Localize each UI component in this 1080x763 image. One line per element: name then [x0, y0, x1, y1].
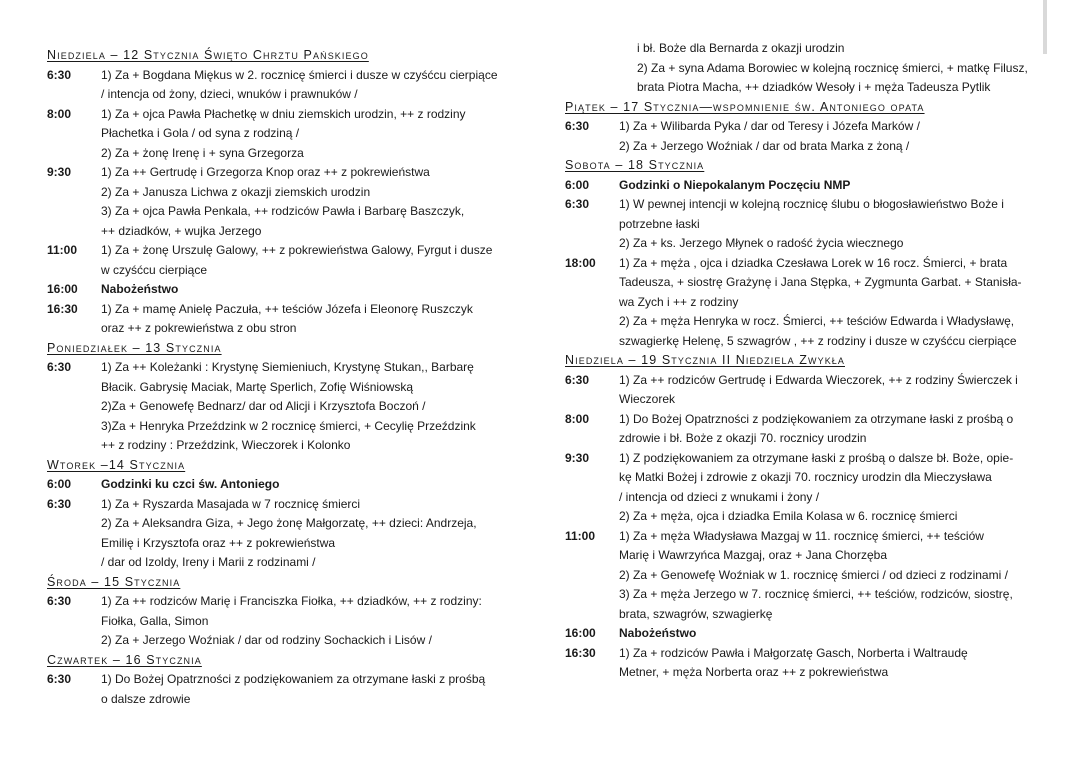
intention-line: Fiołka, Galla, Simon: [101, 613, 209, 628]
day-section: [565, 351, 1043, 683]
slot-intentions: [101, 241, 519, 280]
intention-line: 2) Za + Jerzego Woźniak / dar od rodziny Sochackich i Lisów /: [101, 633, 432, 647]
day-header: Poniedziałek – 13 Stycznia: [47, 340, 222, 355]
day-header: Niedziela – 12 Stycznia Święto Chrztu Pańskiego: [47, 48, 369, 62]
slot-time: 6:30: [565, 197, 590, 211]
intention-line: 3)Za + Henryka Przeździnk w 2 rocznicę śmierci, + Cecylię Przeździnk: [101, 418, 476, 433]
intention-line: 3) Za + męża Jerzego w 7. rocznicę śmierci, ++ teściów, rodziców, siostrę,: [619, 587, 1013, 601]
slot-intentions: [619, 644, 1043, 683]
intention-line: 2)Za + Genowefę Bednarz/ dar od Alicji i Krzysztofa Boczoń /: [101, 399, 426, 413]
intention-line: / dar od Izoldy, Ireny i Marii z rodzinami /: [101, 555, 316, 569]
intention-line: 1) Do Bożej Opatrzności z podziękowaniem za otrzymane łaski z prośbą o: [619, 411, 1014, 426]
slot-intentions: [619, 117, 1043, 156]
left-column: [47, 46, 519, 709]
day-section: [47, 573, 519, 651]
intention-line: 1) Za ++ rodziców Marię i Franciszka Fiołka, ++ dziadków, ++ z rodziny:: [101, 594, 482, 608]
slot-intentions: [619, 410, 1043, 449]
intention-line: oraz ++ z pokrewieństwa z obu stron: [101, 321, 297, 335]
intention-line: ++ z rodziny : Przeździnk, Wieczorek i Kolonko: [101, 438, 351, 452]
slot-time: 6:30: [47, 496, 72, 511]
right-column: [565, 39, 1043, 683]
intention-line: Marię i Wawrzyńca Mazgaj, oraz + Jana Chorzęba: [619, 548, 887, 562]
intention-line: brata, szwagrów, szwagierkę: [619, 606, 773, 621]
slot-time: 11:00: [565, 528, 596, 543]
slot-intentions: [101, 280, 519, 300]
day-section: [47, 456, 519, 573]
intention-line: 1) Za ++ rodziców Gertrudę i Edwarda Wieczorek, ++ z rodziny Świerczek i: [619, 372, 1018, 387]
intention-line: 1) Za ++ Koleżanki : Krystynę Siemieniuch, Krystynę Stukan,, Barbarę: [101, 360, 474, 374]
slot-intentions: [101, 66, 519, 105]
time-slot: [47, 495, 519, 573]
intention-line: / intencja od żony, dzieci, wnuków i prawnuków /: [101, 87, 358, 101]
intention-line: 2) Za + ks. Jerzego Młynek o radość życia wiecznego: [619, 236, 904, 250]
intention-line: Godzinki ku czci św. Antoniego: [101, 477, 280, 491]
time-slot: [47, 670, 519, 709]
intention-line: 2) Za + Jerzego Woźniak / dar od brata Marka z żoną /: [619, 138, 910, 153]
slot-intentions: [101, 670, 519, 709]
day-section: [565, 156, 1043, 351]
time-slot: [47, 280, 519, 300]
continuation-line: 2) Za + syna Adama Borowiec w kolejną rocznicę śmierci, + matkę Filusz,: [637, 60, 1028, 75]
slot-time: 6:30: [47, 67, 72, 82]
day-section: [47, 46, 519, 339]
day-header: Piątek – 17 Stycznia—wspomnienie św. Antoniego opata: [565, 99, 925, 114]
slot-time: 11:00: [47, 243, 78, 257]
time-slot: [47, 66, 519, 105]
slot-time: 6:30: [47, 594, 72, 608]
slot-time: 6:00: [47, 477, 72, 491]
slot-intentions: [619, 449, 1043, 527]
slot-intentions: [101, 592, 519, 651]
time-slot: [565, 449, 1043, 527]
slot-time: 9:30: [565, 450, 590, 465]
intention-line: 1) Do Bożej Opatrzności z podziękowaniem za otrzymane łaski z prośbą: [101, 672, 486, 686]
day-header: Niedziela – 19 Stycznia II Niedziela Zwykła: [565, 353, 845, 367]
intention-line: 1) Z podziękowaniem za otrzymane łaski z prośbą o dalsze bł. Boże, opie-: [619, 450, 1014, 465]
slot-time: 16:30: [565, 645, 596, 660]
intention-line: 1) Za + żonę Urszulę Galowy, ++ z pokrewieństwa Galowy, Fyrgut i dusze: [101, 243, 493, 257]
intention-line: Nabożeństwo: [619, 626, 697, 640]
slot-time: 18:00: [565, 255, 596, 270]
intention-line: Wieczorek: [619, 392, 676, 406]
time-slot: [565, 254, 1043, 352]
time-slot: [565, 410, 1043, 449]
time-slot: [565, 644, 1043, 683]
slot-time: 6:00: [565, 177, 590, 192]
slot-intentions: [619, 176, 1043, 196]
intention-line: o dalsze zdrowie: [101, 691, 191, 706]
slot-intentions: [101, 163, 519, 241]
slot-intentions: [101, 300, 519, 339]
slot-intentions: [619, 254, 1043, 352]
slot-intentions: [101, 475, 519, 495]
intention-line: Godzinki o Niepokalanym Poczęciu NMP: [619, 177, 851, 192]
time-slot: [47, 358, 519, 456]
slot-intentions: [619, 195, 1043, 254]
time-slot: [565, 117, 1043, 156]
intention-line: wa Zych i ++ z rodziny: [619, 294, 739, 309]
time-slot: [47, 105, 519, 164]
slot-time: 9:30: [47, 165, 72, 179]
day-header: Wtorek –14 Stycznia: [47, 457, 186, 472]
day-header: Sobota – 18 Stycznia: [565, 158, 705, 172]
intention-line: 2) Za + męża Henryka w rocz. Śmierci, ++ teściów Edwarda i Władysławę,: [619, 314, 1015, 328]
slot-time: 6:30: [565, 372, 590, 387]
intention-line: Nabożeństwo: [101, 282, 179, 296]
intention-line: Płachetka i Gola / od syna z rodziną /: [101, 126, 300, 140]
intention-line: 1) Za + Wilibarda Pyka / dar od Teresy i Józefa Marków /: [619, 119, 920, 133]
intention-line: 2) Za + Janusza Lichwa z okazji ziemskich urodzin: [101, 184, 371, 199]
day-section: [47, 339, 519, 456]
slot-intentions: [619, 624, 1043, 644]
intention-line: 1) Za + mamę Anielę Paczuła, ++ teściów Józefa i Eleonorę Ruszczyk: [101, 301, 473, 316]
day-header: Czwartek – 16 Stycznia: [47, 652, 202, 667]
intention-line: potrzebne łaski: [619, 216, 700, 231]
slot-intentions: [101, 358, 519, 456]
intention-line: 1) Za + męża , ojca i dziadka Czesława Lorek w 16 rocz. Śmierci, + brata: [619, 255, 1008, 270]
intention-line: Tadeusza, + siostrę Grażynę i Jana Stępka, + Zygmunta Garbat. + Stanisła-: [619, 275, 1022, 289]
intention-line: 1) W pewnej intencji w kolejną rocznicę ślubu o błogosławieństwo Boże i: [619, 197, 1004, 211]
intention-line: 2) Za + męża, ojca i dziadka Emila Kolasa w 6. rocznicę śmierci: [619, 509, 958, 523]
intention-line: 2) Za + Aleksandra Giza, + Jego żonę Małgorzatę, ++ dzieci: Andrzeja,: [101, 516, 477, 530]
slot-time: 6:30: [47, 360, 72, 374]
intention-line: ++ dziadków, + wujka Jerzego: [101, 223, 262, 238]
slot-time: 6:30: [565, 119, 590, 133]
intention-line: 1) Za + Ryszarda Masajada w 7 rocznicę śmierci: [101, 496, 361, 511]
time-slot: [565, 371, 1043, 410]
slot-time: 16:30: [47, 301, 78, 316]
time-slot: [565, 176, 1043, 196]
scrollbar[interactable]: [1043, 0, 1047, 54]
slot-time: 16:00: [565, 626, 596, 640]
intention-line: szwagierkę Helenę, 5 szwagrów , ++ z rodziny i dusze w czyśćcu cierpiące: [619, 333, 1017, 348]
slot-time: 8:00: [47, 106, 72, 121]
slot-time: 6:30: [47, 672, 72, 686]
intention-line: 2) Za + Genowefę Woźniak w 1. rocznicę śmierci / od dzieci z rodzinami /: [619, 567, 1008, 582]
slot-intentions: [619, 527, 1043, 625]
intention-line: Emilię i Krzysztofa oraz ++ z pokrewieństwa: [101, 535, 336, 550]
time-slot: [47, 163, 519, 241]
time-slot: [47, 241, 519, 280]
intention-line: 1) Za + męża Władysława Mazgaj w 11. rocznicę śmierci, ++ teściów: [619, 528, 984, 543]
time-slot: [47, 475, 519, 495]
intention-line: kę Matki Bożej i zdrowie z okazji 70. rocznicy urodzin dla Mieczysława: [619, 470, 992, 484]
intention-line: 1) Za + rodziców Pawła i Małgorzatę Gasch, Norberta i Waltraudę: [619, 645, 968, 660]
time-slot: [565, 624, 1043, 644]
intention-line: Błacik. Gabrysię Maciak, Martę Sperlich, Zofię Wiśniowską: [101, 379, 414, 394]
slot-time: 16:00: [47, 282, 78, 296]
intention-line: 2) Za + żonę Irenę i + syna Grzegorza: [101, 145, 304, 160]
intention-line: Metner, + męża Norberta oraz ++ z pokrewieństwa: [619, 665, 889, 679]
intention-line: / intencja od dzieci z wnukami i żony /: [619, 489, 820, 504]
intention-line: 1) Za + ojca Pawła Płachetkę w dniu ziemskich urodzin, ++ z rodziny: [101, 106, 466, 121]
time-slot: [47, 300, 519, 339]
slot-intentions: [101, 495, 519, 573]
day-section: [47, 651, 519, 710]
intention-line: zdrowie i bł. Boże z okazji 70. rocznicy urodzin: [619, 431, 867, 445]
time-slot: [565, 195, 1043, 254]
time-slot: [47, 592, 519, 651]
day-header: Środa – 15 Stycznia: [47, 574, 181, 589]
slot-time: 8:00: [565, 411, 590, 426]
time-slot: [565, 527, 1043, 625]
slot-intentions: [619, 371, 1043, 410]
intention-line: 1) Za + Bogdana Miękus w 2. rocznicę śmierci i dusze w czyśćcu cierpiące: [101, 67, 498, 82]
intention-line: w czyśćcu cierpiące: [101, 262, 208, 277]
day-section: [565, 98, 1043, 157]
continuation-line: i bł. Boże dla Bernarda z okazji urodzin: [637, 41, 845, 55]
continuation-line: brata Piotra Macha, ++ dziadków Wesoły i + męża Tadeusza Pytlik: [637, 80, 991, 94]
intention-line: 3) Za + ojca Pawła Penkala, ++ rodziców Pawła i Barbarę Baszczyk,: [101, 204, 465, 218]
intention-line: 1) Za ++ Gertrudę i Grzegorza Knop oraz ++ z pokrewieństwa: [101, 165, 430, 179]
slot-intentions: [101, 105, 519, 164]
